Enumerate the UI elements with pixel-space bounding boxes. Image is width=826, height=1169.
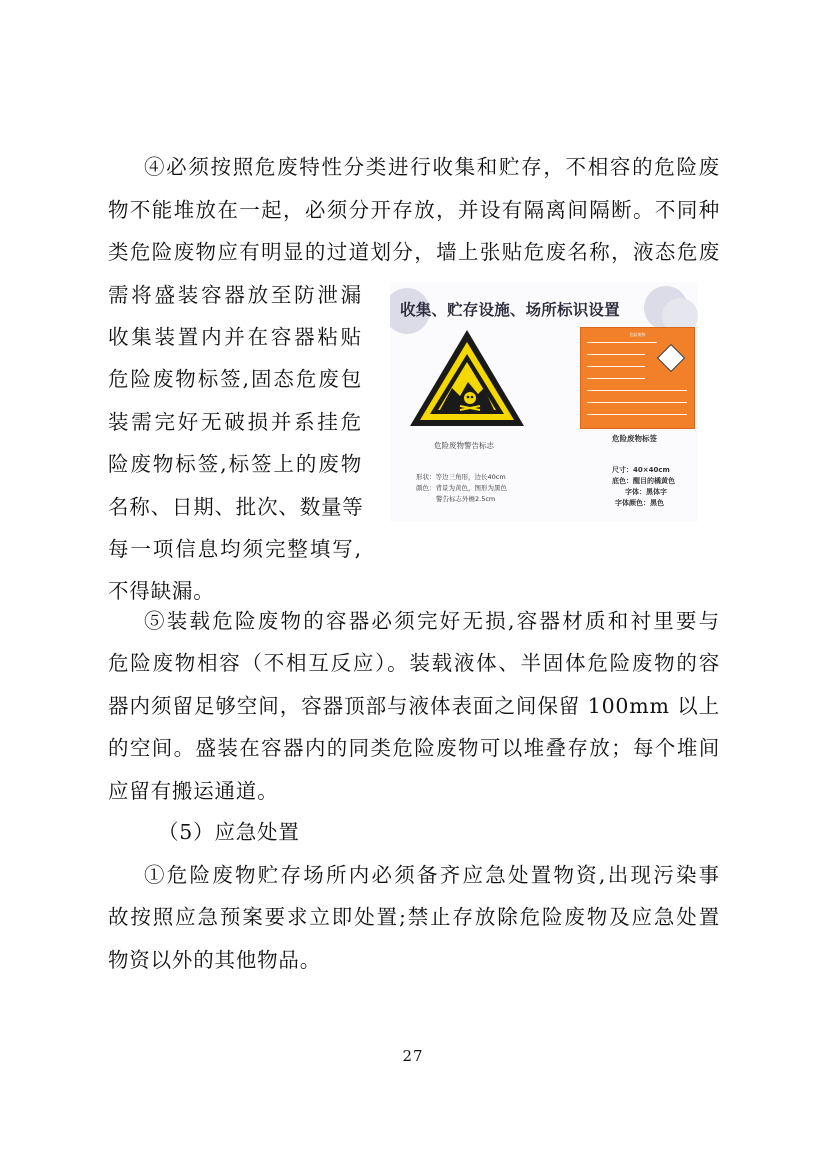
sign-caption: 危险废物警告标志 — [434, 441, 494, 450]
hazard-label-figure — [390, 282, 698, 522]
label-spec-line-1: 尺寸：40×40cm — [612, 466, 670, 474]
section-heading-emergency: （5）应急处置 — [158, 820, 300, 844]
sign-spec-line-1: 形状：等边三角形，边长40cm — [416, 473, 506, 481]
label-header: 危险废物 — [629, 332, 646, 337]
paragraph-5-line-4: 的空间。盛装在容器内的同类危险废物可以堆叠存放；每个堆间 — [108, 736, 720, 760]
paragraph-4-line-7: 装需完好无破损并系挂危 — [108, 410, 362, 434]
paragraph-e1-line-2: 故按照应急预案要求立即处置;禁止存放除危险废物及应急处置 — [108, 905, 720, 929]
hazard-warning-sign-icon — [408, 328, 526, 428]
label-caption: 危险废物标签 — [612, 434, 657, 443]
paragraph-5-line-1: ⑤装载危险废物的容器必须完好无损,容器材质和衬里要与 — [144, 609, 720, 633]
paragraph-5-line-2: 危险废物相容（不相互反应）。装载液体、半固体危险废物的容 — [108, 651, 720, 675]
figure-title: 收集、贮存设施、场所标识设置 — [400, 301, 620, 319]
paragraph-4-line-6: 危险废物标签,固态危废包 — [108, 367, 362, 391]
label-spec-line-3: 字体：黑体字 — [625, 488, 667, 496]
paragraph-5-line-5: 应留有搬运通道。 — [108, 779, 279, 803]
paragraph-4-line-3: 类危险废物应有明显的过道划分，墙上张贴危废名称，液态危废 — [108, 240, 720, 264]
hazard-waste-label-icon — [580, 327, 695, 429]
paragraph-4-line-8: 险废物标签,标签上的废物 — [108, 452, 362, 476]
paragraph-4-line-4: 需将盛装容器放至防泄漏 — [108, 283, 362, 307]
paragraph-4-line-9: 名称、日期、批次、数量等 — [108, 495, 364, 519]
paragraph-4-line-11: 不得缺漏。 — [108, 579, 215, 603]
page-number: 27 — [402, 1047, 424, 1065]
paragraph-e1-line-3: 物资以外的其他物品。 — [108, 948, 321, 972]
paragraph-e1-line-1: ①危险废物贮存场所内必须备齐应急处置物资,出现污染事 — [144, 863, 720, 887]
sign-spec-line-2: 颜色：背景为黄色，图形为黑色 — [416, 484, 507, 492]
paragraph-4-line-2: 物不能堆放在一起，必须分开存放，并设有隔离间隔断。不同种 — [108, 198, 720, 222]
paragraph-4-line-5: 收集装置内并在容器粘贴 — [108, 325, 362, 349]
paragraph-5-line-3: 器内须留足够空间，容器顶部与液体表面之间保留 100mm 以上 — [108, 694, 720, 718]
paragraph-4-line-10: 每一项信息均须完整填写, — [108, 537, 362, 561]
label-spec-line-2: 底色：醒目的橘黄色 — [612, 477, 675, 485]
sign-spec-line-3: 警告标志外檐2.5cm — [436, 495, 496, 503]
label-spec-line-4: 字体颜色：黑色 — [615, 499, 664, 507]
paragraph-4-line-1: ④必须按照危废特性分类进行收集和贮存，不相容的危险废 — [144, 155, 720, 179]
